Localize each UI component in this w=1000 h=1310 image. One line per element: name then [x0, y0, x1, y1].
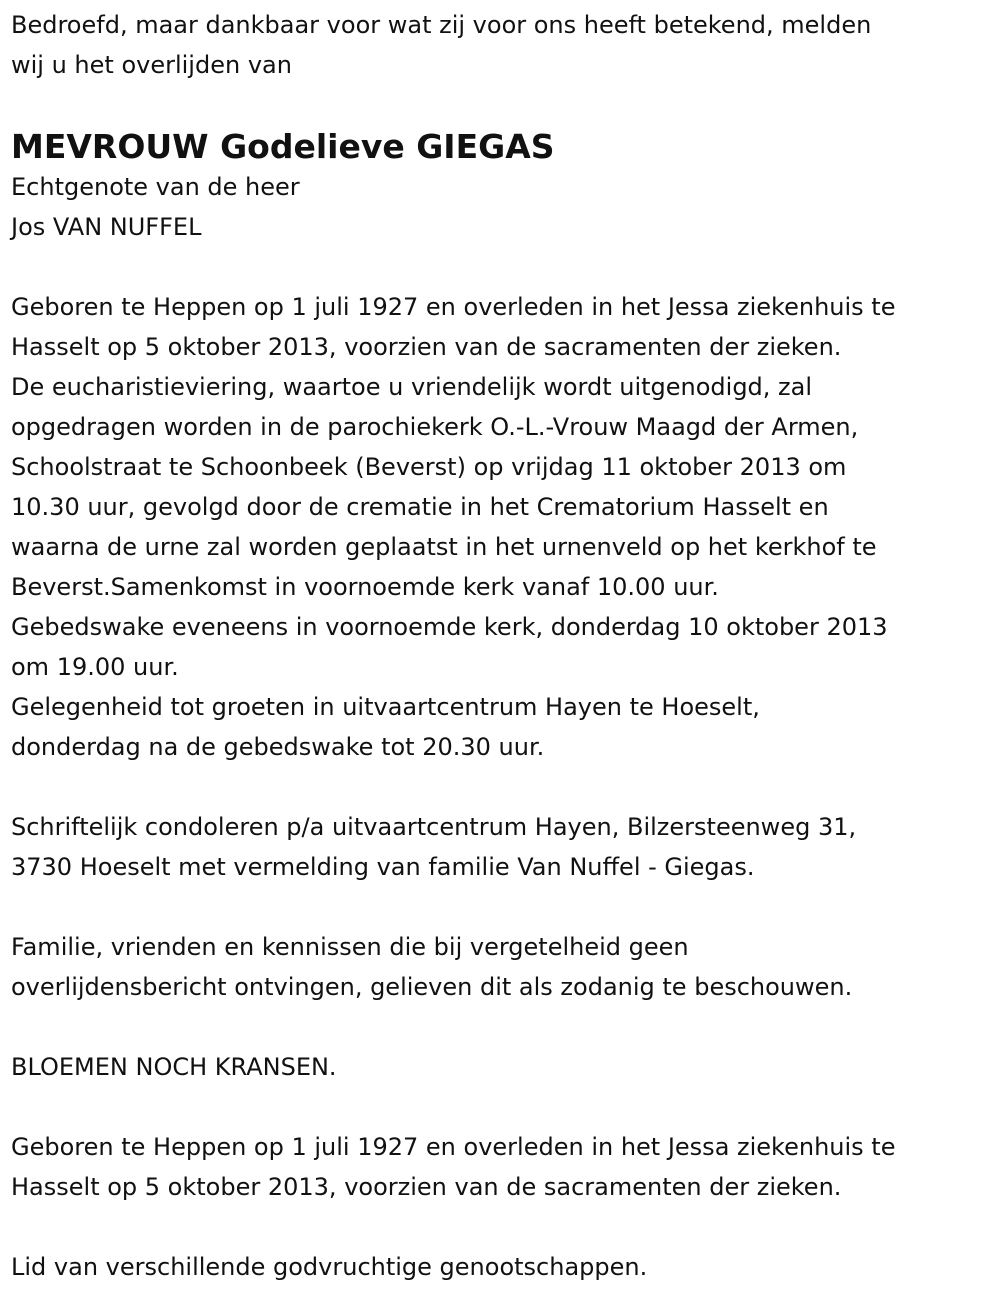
details-paragraph: [11, 287, 1000, 767]
text-line: De eucharistieviering, waartoe u vriendelijk wordt uitgenodigd, zal: [11, 373, 813, 401]
text-line: waarna de urne zal worden geplaatst in het urnenveld op het kerkhof te: [11, 533, 877, 561]
text-line: Gebedswake eveneens in voornoemde kerk, donderdag 10 oktober 2013: [11, 613, 888, 641]
membership-paragraph: [11, 1247, 1000, 1287]
text-line: Echtgenote van de heer: [11, 173, 300, 201]
text-line: Bedroefd, maar dankbaar voor wat zij voor ons heeft betekend, melden: [11, 11, 872, 39]
flowers-paragraph: [11, 1047, 1000, 1087]
text-line: BLOEMEN NOCH KRANSEN.: [11, 1053, 337, 1081]
text-line: Schoolstraat te Schoonbeek (Beverst) op vrijdag 11 oktober 2013 om: [11, 453, 847, 481]
text-line: Gelegenheid tot groeten in uitvaartcentrum Hayen te Hoeselt,: [11, 693, 760, 721]
intro-paragraph: [11, 5, 1000, 85]
birth-paragraph: [11, 1127, 1000, 1207]
text-line: 3730 Hoeselt met vermelding van familie Van Nuffel - Giegas.: [11, 853, 755, 881]
text-line: Beverst.Samenkomst in voornoemde kerk vanaf 10.00 uur.: [11, 573, 719, 601]
deceased-name: MEVROUW Godelieve GIEGAS: [11, 127, 555, 166]
text-line: donderdag na de gebedswake tot 20.30 uur.: [11, 733, 545, 761]
text-line: wij u het overlijden van: [11, 51, 292, 79]
text-line: Geboren te Heppen op 1 juli 1927 en overleden in het Jessa ziekenhuis te: [11, 293, 896, 321]
spouse-paragraph: [11, 167, 1000, 247]
notice-paragraph: [11, 927, 1000, 1007]
text-line: Hasselt op 5 oktober 2013, voorzien van de sacramenten der zieken.: [11, 333, 842, 361]
text-line: Jos VAN NUFFEL: [11, 213, 202, 241]
text-line: om 19.00 uur.: [11, 653, 179, 681]
text-line: Geboren te Heppen op 1 juli 1927 en overleden in het Jessa ziekenhuis te: [11, 1133, 896, 1161]
text-line: opgedragen worden in de parochiekerk O.-L.-Vrouw Maagd der Armen,: [11, 413, 859, 441]
text-line: overlijdensbericht ontvingen, gelieven dit als zodanig te beschouwen.: [11, 973, 853, 1001]
text-line: Lid van verschillende godvruchtige genootschappen.: [11, 1253, 648, 1281]
text-line: Schriftelijk condoleren p/a uitvaartcentrum Hayen, Bilzersteenweg 31,: [11, 813, 857, 841]
condolences-paragraph: [11, 807, 1000, 887]
text-line: 10.30 uur, gevolgd door de crematie in het Crematorium Hasselt en: [11, 493, 829, 521]
text-line: Familie, vrienden en kennissen die bij vergetelheid geen: [11, 933, 689, 961]
text-line: Hasselt op 5 oktober 2013, voorzien van de sacramenten der zieken.: [11, 1173, 842, 1201]
